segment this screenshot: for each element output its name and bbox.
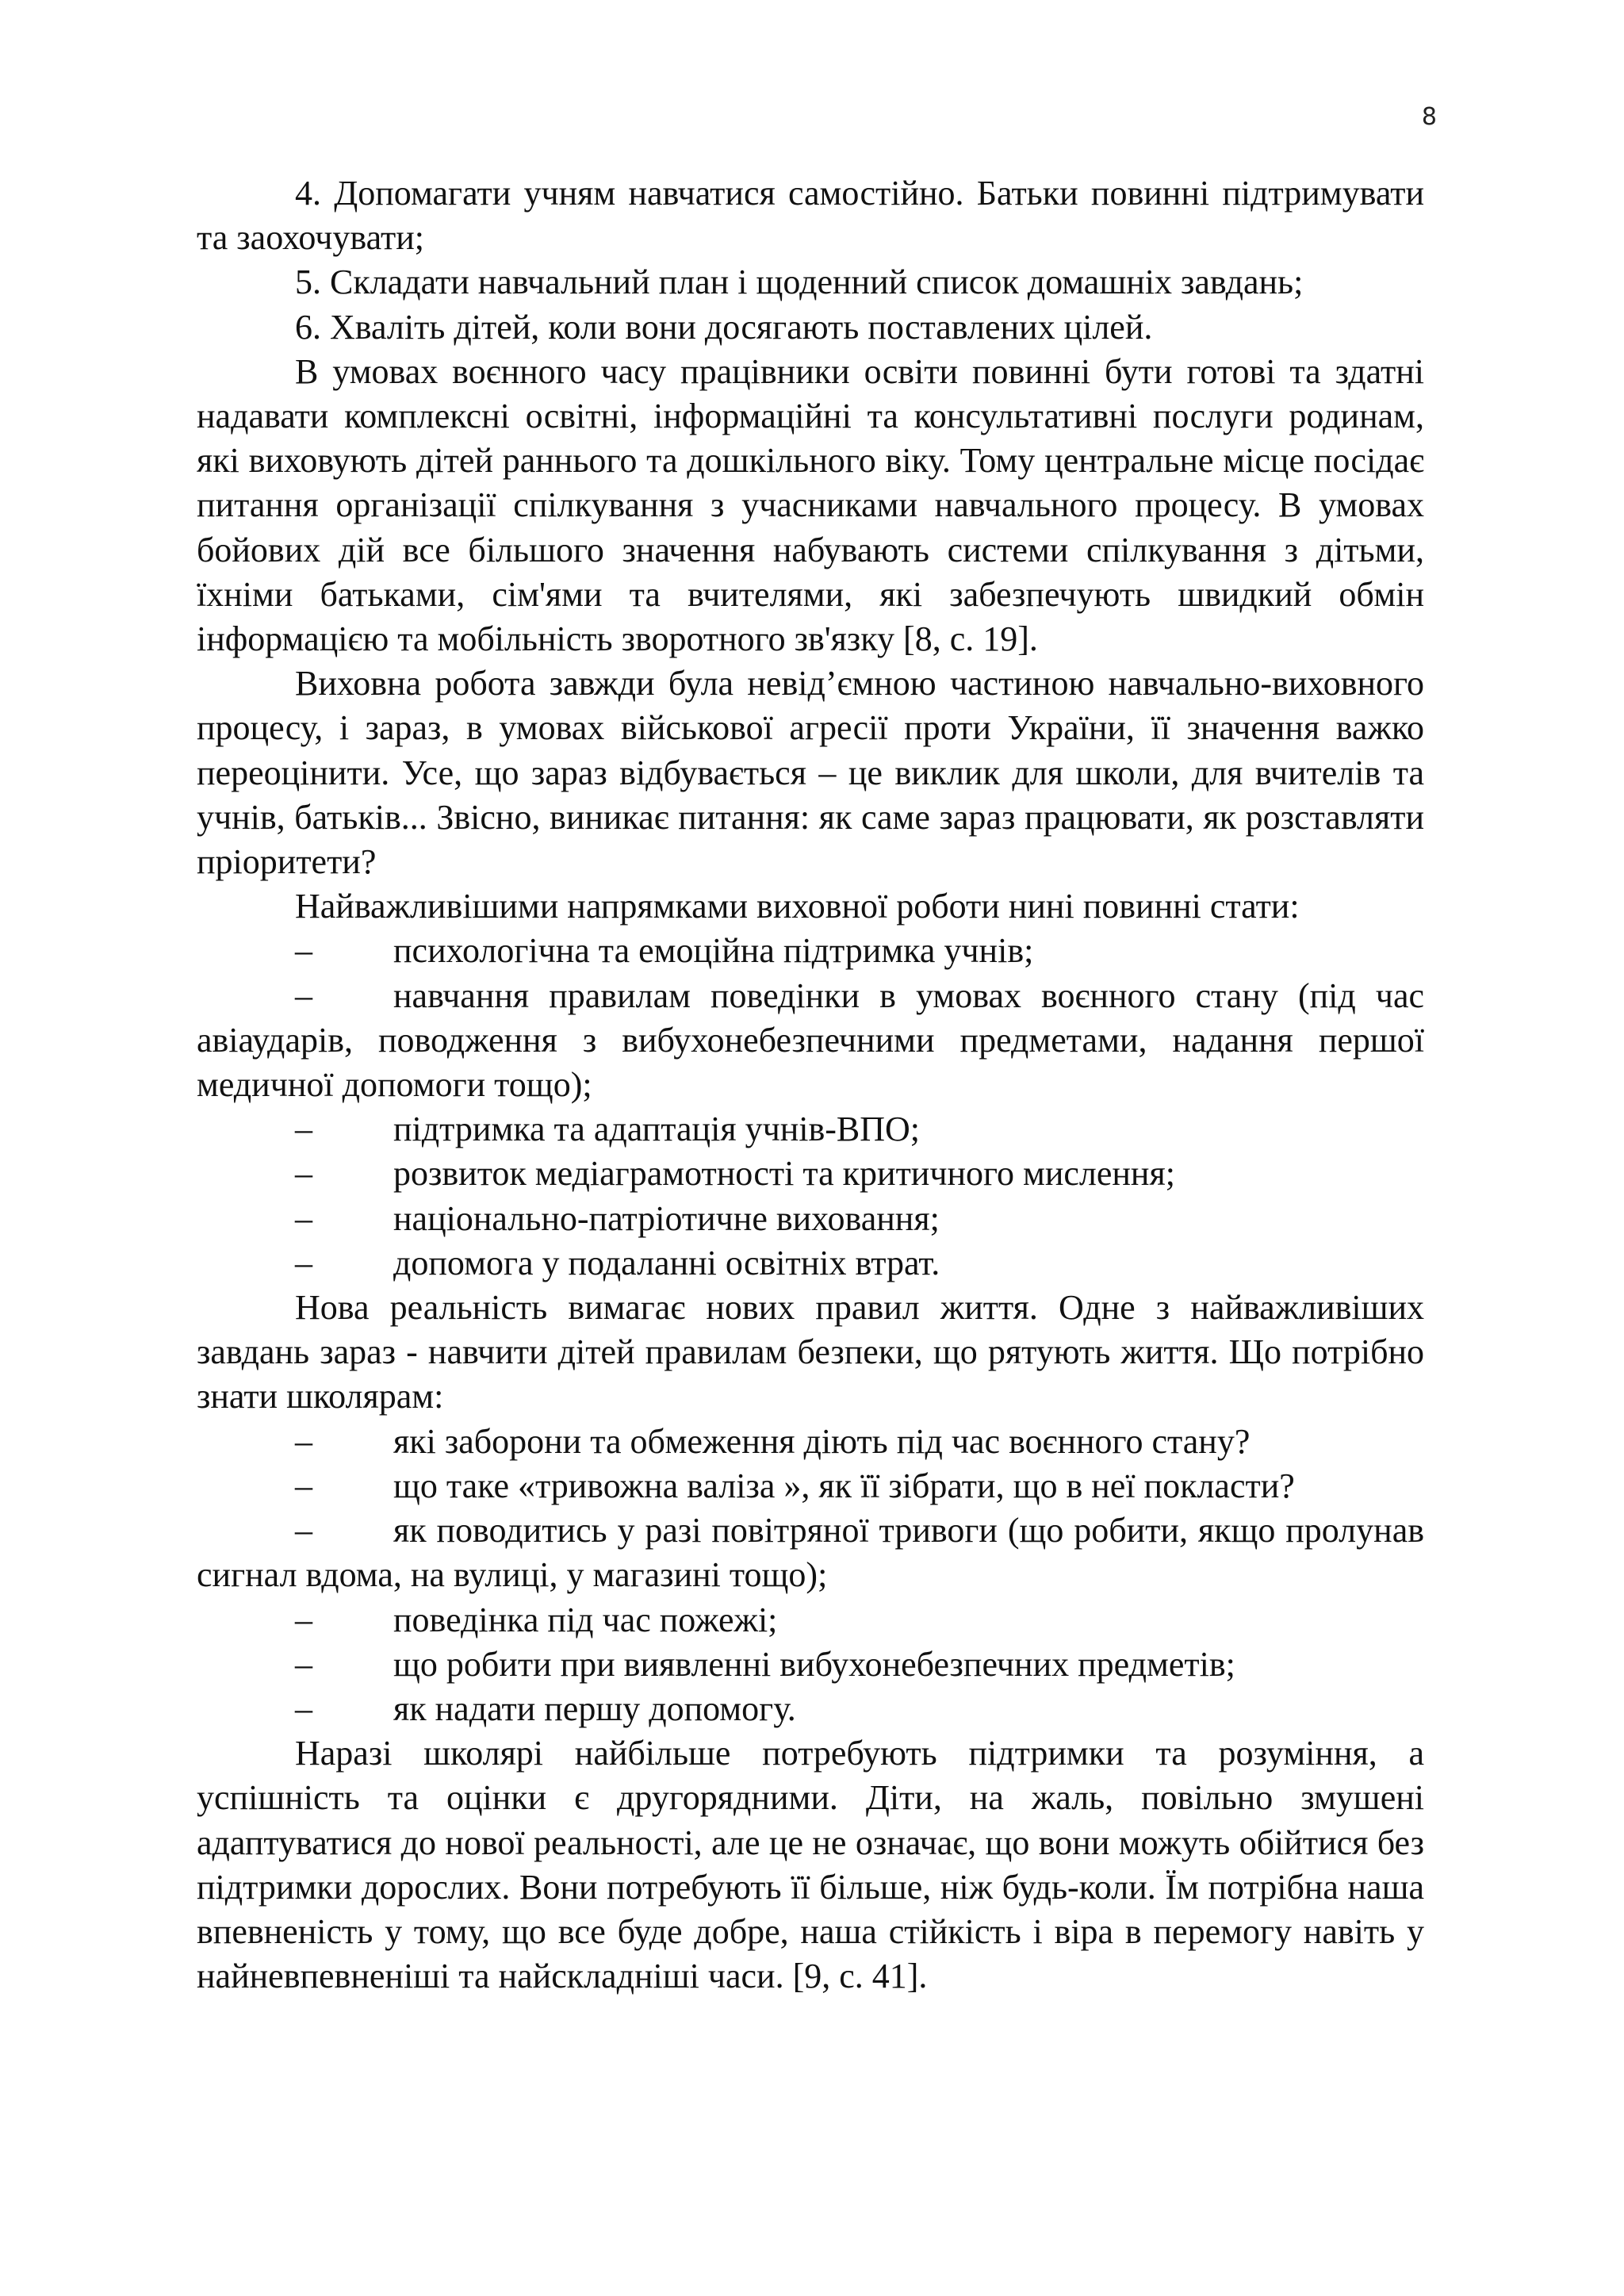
paragraph	[197, 350, 1424, 661]
dash-list-item	[197, 1197, 1424, 1241]
dash-bullet: –	[295, 1421, 312, 1461]
dash-list-item	[197, 974, 1424, 1108]
paragraph	[197, 260, 1424, 305]
list-item-text: розвиток медіаграмотності та критичного мислення;	[393, 1154, 1175, 1194]
paragraph-text: Виховна робота завжди була невід’ємною частиною навчально-виховного процесу, і зараз, в умовах військової агресії проти України, її значення важко переоцінити. Усе, що зараз відбувається – це виклик для школи, для вчителів та учнів, батьків... Звісно, виникає питання: як саме зараз працювати, як розставляти пріоритети?	[197, 664, 1424, 882]
dash-bullet: –	[295, 1644, 312, 1684]
paragraph-text: 6. Хваліть дітей, коли вони досягають поставлених цілей.	[295, 307, 1153, 347]
dash-list-item	[197, 1642, 1424, 1687]
paragraph-text: Наразі школярі найбільше потребують підтримки та розуміння, а успішність та оцінки є другорядними. Діти, на жаль, повільно змушені адаптуватися до нової реальності, але це не означає, що вони можуть обійтися без підтримки дорослих. Вони потребують її більше, ніж будь-коли. Їм потрібна наша впевненість у тому, що все буде добре, наша стійкість і віра в перемогу навіть у найневпевненіші та найскладніші часи. [9, с. 41].	[197, 1734, 1424, 1996]
dash-bullet: –	[295, 1243, 312, 1282]
dash-list-item	[197, 1464, 1424, 1508]
list-item-text: поведінка під час пожежі;	[393, 1600, 778, 1639]
dash-list-item	[197, 1107, 1424, 1152]
list-item-text: підтримка та адаптація учнів-ВПО;	[393, 1110, 921, 1149]
paragraph-text: 4. Допомагати учням навчатися самостійно. Батьки повинні підтримувати та заохочувати;	[197, 174, 1424, 258]
dash-bullet: –	[295, 1198, 312, 1238]
list-item-text: допомога у подаланні освітніх втрат.	[393, 1243, 940, 1282]
page-number: 8	[1421, 103, 1437, 131]
paragraph	[197, 1286, 1424, 1420]
list-item-text: навчання правилам поведінки в умовах воєнного стану (під час авіаударів, поводження з вибухонебезпечними предметами, надання першої медичної допомоги тощо);	[197, 976, 1424, 1105]
dash-list-item	[197, 1420, 1424, 1464]
paragraph	[197, 171, 1424, 260]
paragraph-text: Нова реальність вимагає нових правил життя. Одне з найважливіших завдань зараз - навчити дітей правилам безпеки, що рятують життя. Що потрібно знати школярам:	[197, 1288, 1424, 1416]
dash-list-item	[197, 1241, 1424, 1286]
dash-bullet: –	[295, 1110, 312, 1149]
paragraph	[197, 1731, 1424, 1999]
dash-bullet: –	[295, 1600, 312, 1639]
dash-bullet: –	[295, 1511, 312, 1550]
dash-bullet: –	[295, 976, 312, 1015]
paragraph-text: В умовах воєнного часу працівники освіти повинні бути готові та здатні надавати комплексні освітні, інформаційні та консультативні послуги родинам, які виховують дітей раннього та дошкільного віку. Тому центральне місце посідає питання організації спілкування з учасниками навчального процесу. В умовах бойових дій все більшого значення набувають системи спілкування з дітьми, їхніми батьками, сім'ями та вчителями, які забезпечують швидкий обмін інформацією та мобільність зворотного зв'язку [8, с. 19].	[197, 351, 1424, 659]
dash-bullet: –	[295, 1154, 312, 1194]
list-item-text: що таке «тривожна валіза », як її зібрати, що в неї покласти?	[393, 1466, 1295, 1505]
dash-list-item	[197, 929, 1424, 973]
paragraph	[197, 661, 1424, 884]
page-body	[197, 171, 1424, 1999]
paragraph	[197, 305, 1424, 350]
paragraph-text: 5. Складати навчальний план і щоденний список домашніх завдань;	[295, 263, 1304, 302]
list-item-text: як поводитись у разі повітряної тривоги (що робити, якщо пролунав сигнал вдома, на вулиці, у магазині тощо);	[197, 1511, 1424, 1595]
list-item-text: психологічна та емоційна підтримка учнів;	[393, 931, 1034, 971]
paragraph	[197, 884, 1424, 929]
dash-list-item	[197, 1152, 1424, 1196]
paragraph-text: Найважливішими напрямками виховної роботи нині повинні стати:	[295, 887, 1300, 926]
list-item-text: як надати першу допомогу.	[393, 1688, 796, 1728]
dash-list-item	[197, 1598, 1424, 1642]
list-item-text: національно-патріотичне виховання;	[393, 1198, 940, 1238]
dash-bullet: –	[295, 1688, 312, 1728]
list-item-text: які заборони та обмеження діють під час воєнного стану?	[393, 1421, 1251, 1461]
dash-bullet: –	[295, 1466, 312, 1505]
dash-bullet: –	[295, 931, 312, 971]
dash-list-item	[197, 1687, 1424, 1731]
list-item-text: що робити при виявленні вибухонебезпечних предметів;	[393, 1644, 1235, 1684]
dash-list-item	[197, 1508, 1424, 1597]
